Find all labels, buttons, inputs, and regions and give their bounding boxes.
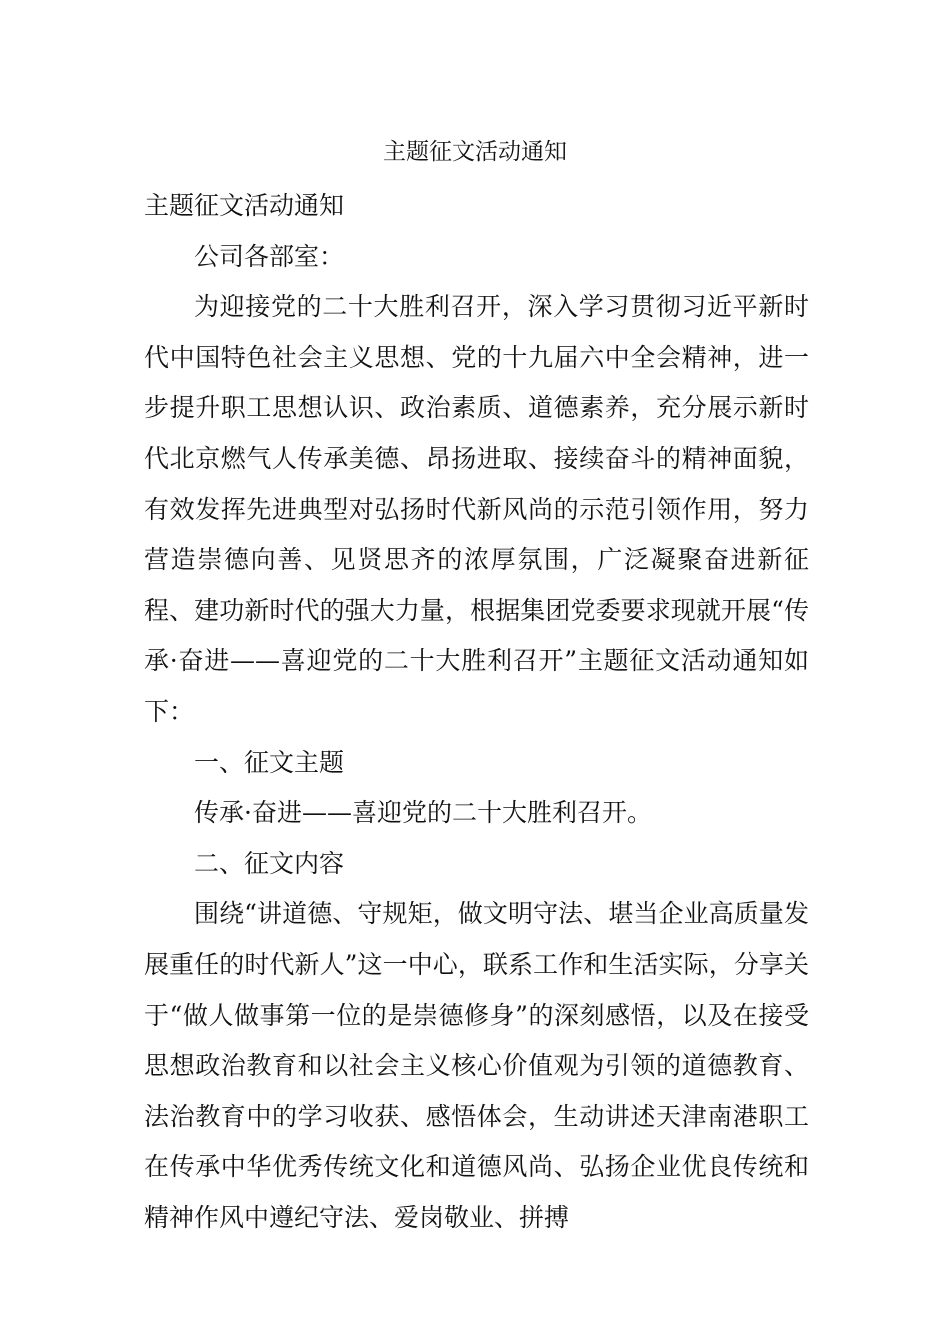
document-title: 主题征文活动通知 bbox=[383, 139, 567, 165]
section-body-content: 围绕“讲道德、守规矩，做文明守法、堪当企业高质量发展重任的时代新人”这一中心，联系工作和生活实际，分享关于“做人做事第一位的是崇德修身”的深刻感悟，以及在接受思想政治教育和以社会主义核心价值观为引领的道德教育、法治教育中的学习收获、感悟体会，生动讲述天津南港职工在传承中华优秀传统文化和道德风尚、弘扬企业优良传统和精神作风中遵纪守法、爱岗敬业、拼搏 bbox=[144, 899, 809, 1232]
section-heading-theme: 一、征文主题 bbox=[194, 747, 345, 777]
section-body-theme: 传承·奋进——喜迎党的二十大胜利召开。 bbox=[194, 798, 652, 828]
intro-paragraph: 为迎接党的二十大胜利召开，深入学习贯彻习近平新时代中国特色社会主义思想、党的十九届六中全会精神，进一步提升职工思想认识、政治素质、道德素养，充分展示新时代北京燃气人传承美德、昂扬进取、接续奋斗的精神面貌，有效发挥先进典型对弘扬时代新风尚的示范引领作用，努力营造崇德向善、见贤思齐的浓厚氛围，广泛凝聚奋进新征程、建功新时代的强大力量，根据集团党委要求现就开展“传承·奋进——喜迎党的二十大胜利召开”主题征文活动通知如下： bbox=[144, 292, 809, 726]
document-subtitle: 主题征文活动通知 bbox=[144, 191, 345, 220]
document-body bbox=[144, 181, 809, 1243]
salutation: 公司各部室： bbox=[194, 241, 345, 271]
section-heading-content: 二、征文内容 bbox=[194, 848, 345, 878]
